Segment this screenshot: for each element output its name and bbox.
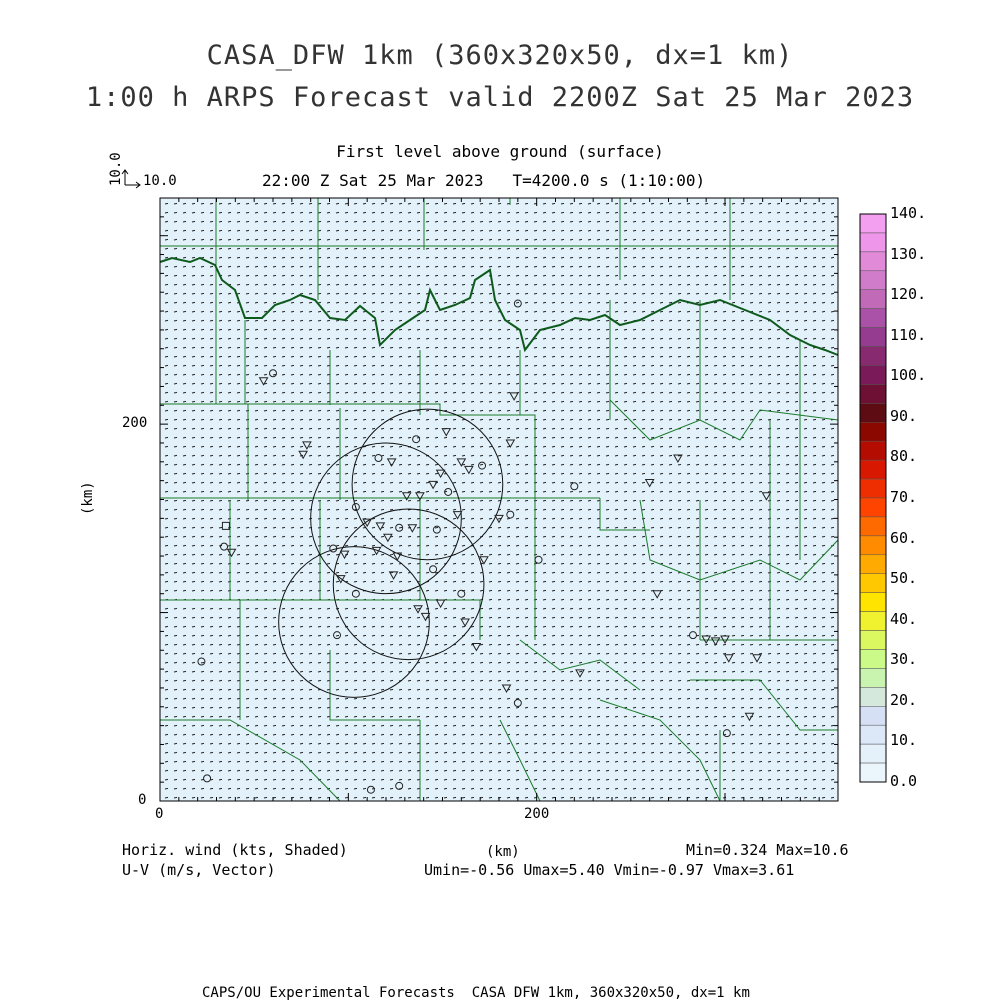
colorbar-segment xyxy=(860,593,886,612)
colorbar xyxy=(860,214,886,782)
colorbar-label: 40. xyxy=(890,609,918,628)
wind-speed-field xyxy=(160,198,838,801)
colorbar-segment xyxy=(860,422,886,441)
colorbar-segment xyxy=(860,214,886,233)
colorbar-segment xyxy=(860,479,886,498)
y-axis-label: (km) xyxy=(80,481,96,515)
field-background xyxy=(160,198,838,801)
time-subtitle: 22:00 Z Sat 25 Mar 2023 T=4200.0 s (1:10:00) xyxy=(262,171,706,190)
colorbar-label: 140. xyxy=(890,204,927,222)
colorbar-segment xyxy=(860,763,886,782)
title-line-1: CASA_DFW 1km (360x320x50, dx=1 km) xyxy=(206,40,794,71)
x-tick-label-200: 200 xyxy=(524,806,550,822)
colorbar-segment xyxy=(860,384,886,403)
colorbar-segment xyxy=(860,612,886,631)
y-tick-label-0: 0 xyxy=(138,792,147,808)
reference-vector-icon xyxy=(122,170,140,188)
ref-vector-vertical-label: 10.0 xyxy=(108,152,124,186)
colorbar-segment xyxy=(860,252,886,271)
footer-credit: CAPS/OU Experimental Forecasts CASA DFW 1km, 360x320x50, dx=1 km xyxy=(202,985,750,1000)
level-subtitle: First level above ground (surface) xyxy=(336,142,664,161)
colorbar-segment xyxy=(860,460,886,479)
footer-uv-range: Umin=-0.56 Umax=5.40 Vmin=-0.97 Vmax=3.61 xyxy=(424,861,795,879)
colorbar-segment xyxy=(860,347,886,366)
x-tick-label-0: 0 xyxy=(155,806,164,822)
colorbar-segment xyxy=(860,309,886,328)
colorbar-segment xyxy=(860,536,886,555)
colorbar-label: 30. xyxy=(890,650,918,669)
colorbar-label: 100. xyxy=(890,366,927,385)
colorbar-label: 80. xyxy=(890,447,918,466)
footer-left-line2: U-V (m/s, Vector) xyxy=(122,861,276,879)
colorbar-segment xyxy=(860,498,886,517)
colorbar-label: 70. xyxy=(890,488,918,506)
colorbar-segment xyxy=(860,649,886,668)
colorbar-segment xyxy=(860,365,886,384)
footer-left-line1: Horiz. wind (kts, Shaded) xyxy=(122,841,348,859)
colorbar-segment xyxy=(860,555,886,574)
colorbar-segment xyxy=(860,687,886,706)
colorbar-segment xyxy=(860,233,886,252)
footer-minmax: Min=0.324 Max=10.6 xyxy=(686,841,849,859)
title-line-2: 1:00 h ARPS Forecast valid 2200Z Sat 25 Mar 2023 xyxy=(85,82,915,113)
colorbar-segment xyxy=(860,668,886,687)
colorbar-label: 120. xyxy=(890,285,927,304)
colorbar-label: 20. xyxy=(890,690,918,709)
colorbar-segment xyxy=(860,706,886,725)
x-axis-label: (km) xyxy=(486,844,520,860)
colorbar-label: 0.0 xyxy=(890,772,918,790)
colorbar-segment xyxy=(860,631,886,650)
colorbar-segment xyxy=(860,403,886,422)
colorbar-segment xyxy=(860,328,886,347)
colorbar-label: 130. xyxy=(890,244,927,263)
colorbar-label: 60. xyxy=(890,528,918,547)
colorbar-label: 90. xyxy=(890,406,918,425)
colorbar-segment xyxy=(860,744,886,763)
colorbar-segment xyxy=(860,574,886,593)
colorbar-segment xyxy=(860,725,886,744)
y-tick-label-200: 200 xyxy=(122,415,148,431)
colorbar-segment xyxy=(860,271,886,290)
colorbar-segment xyxy=(860,441,886,460)
colorbar-segment xyxy=(860,290,886,309)
ref-vector-horizontal-label: 10.0 xyxy=(143,173,177,189)
colorbar-label: 50. xyxy=(890,569,918,588)
colorbar-segment xyxy=(860,517,886,536)
colorbar-label: 110. xyxy=(890,325,927,344)
colorbar-label: 10. xyxy=(890,731,918,750)
